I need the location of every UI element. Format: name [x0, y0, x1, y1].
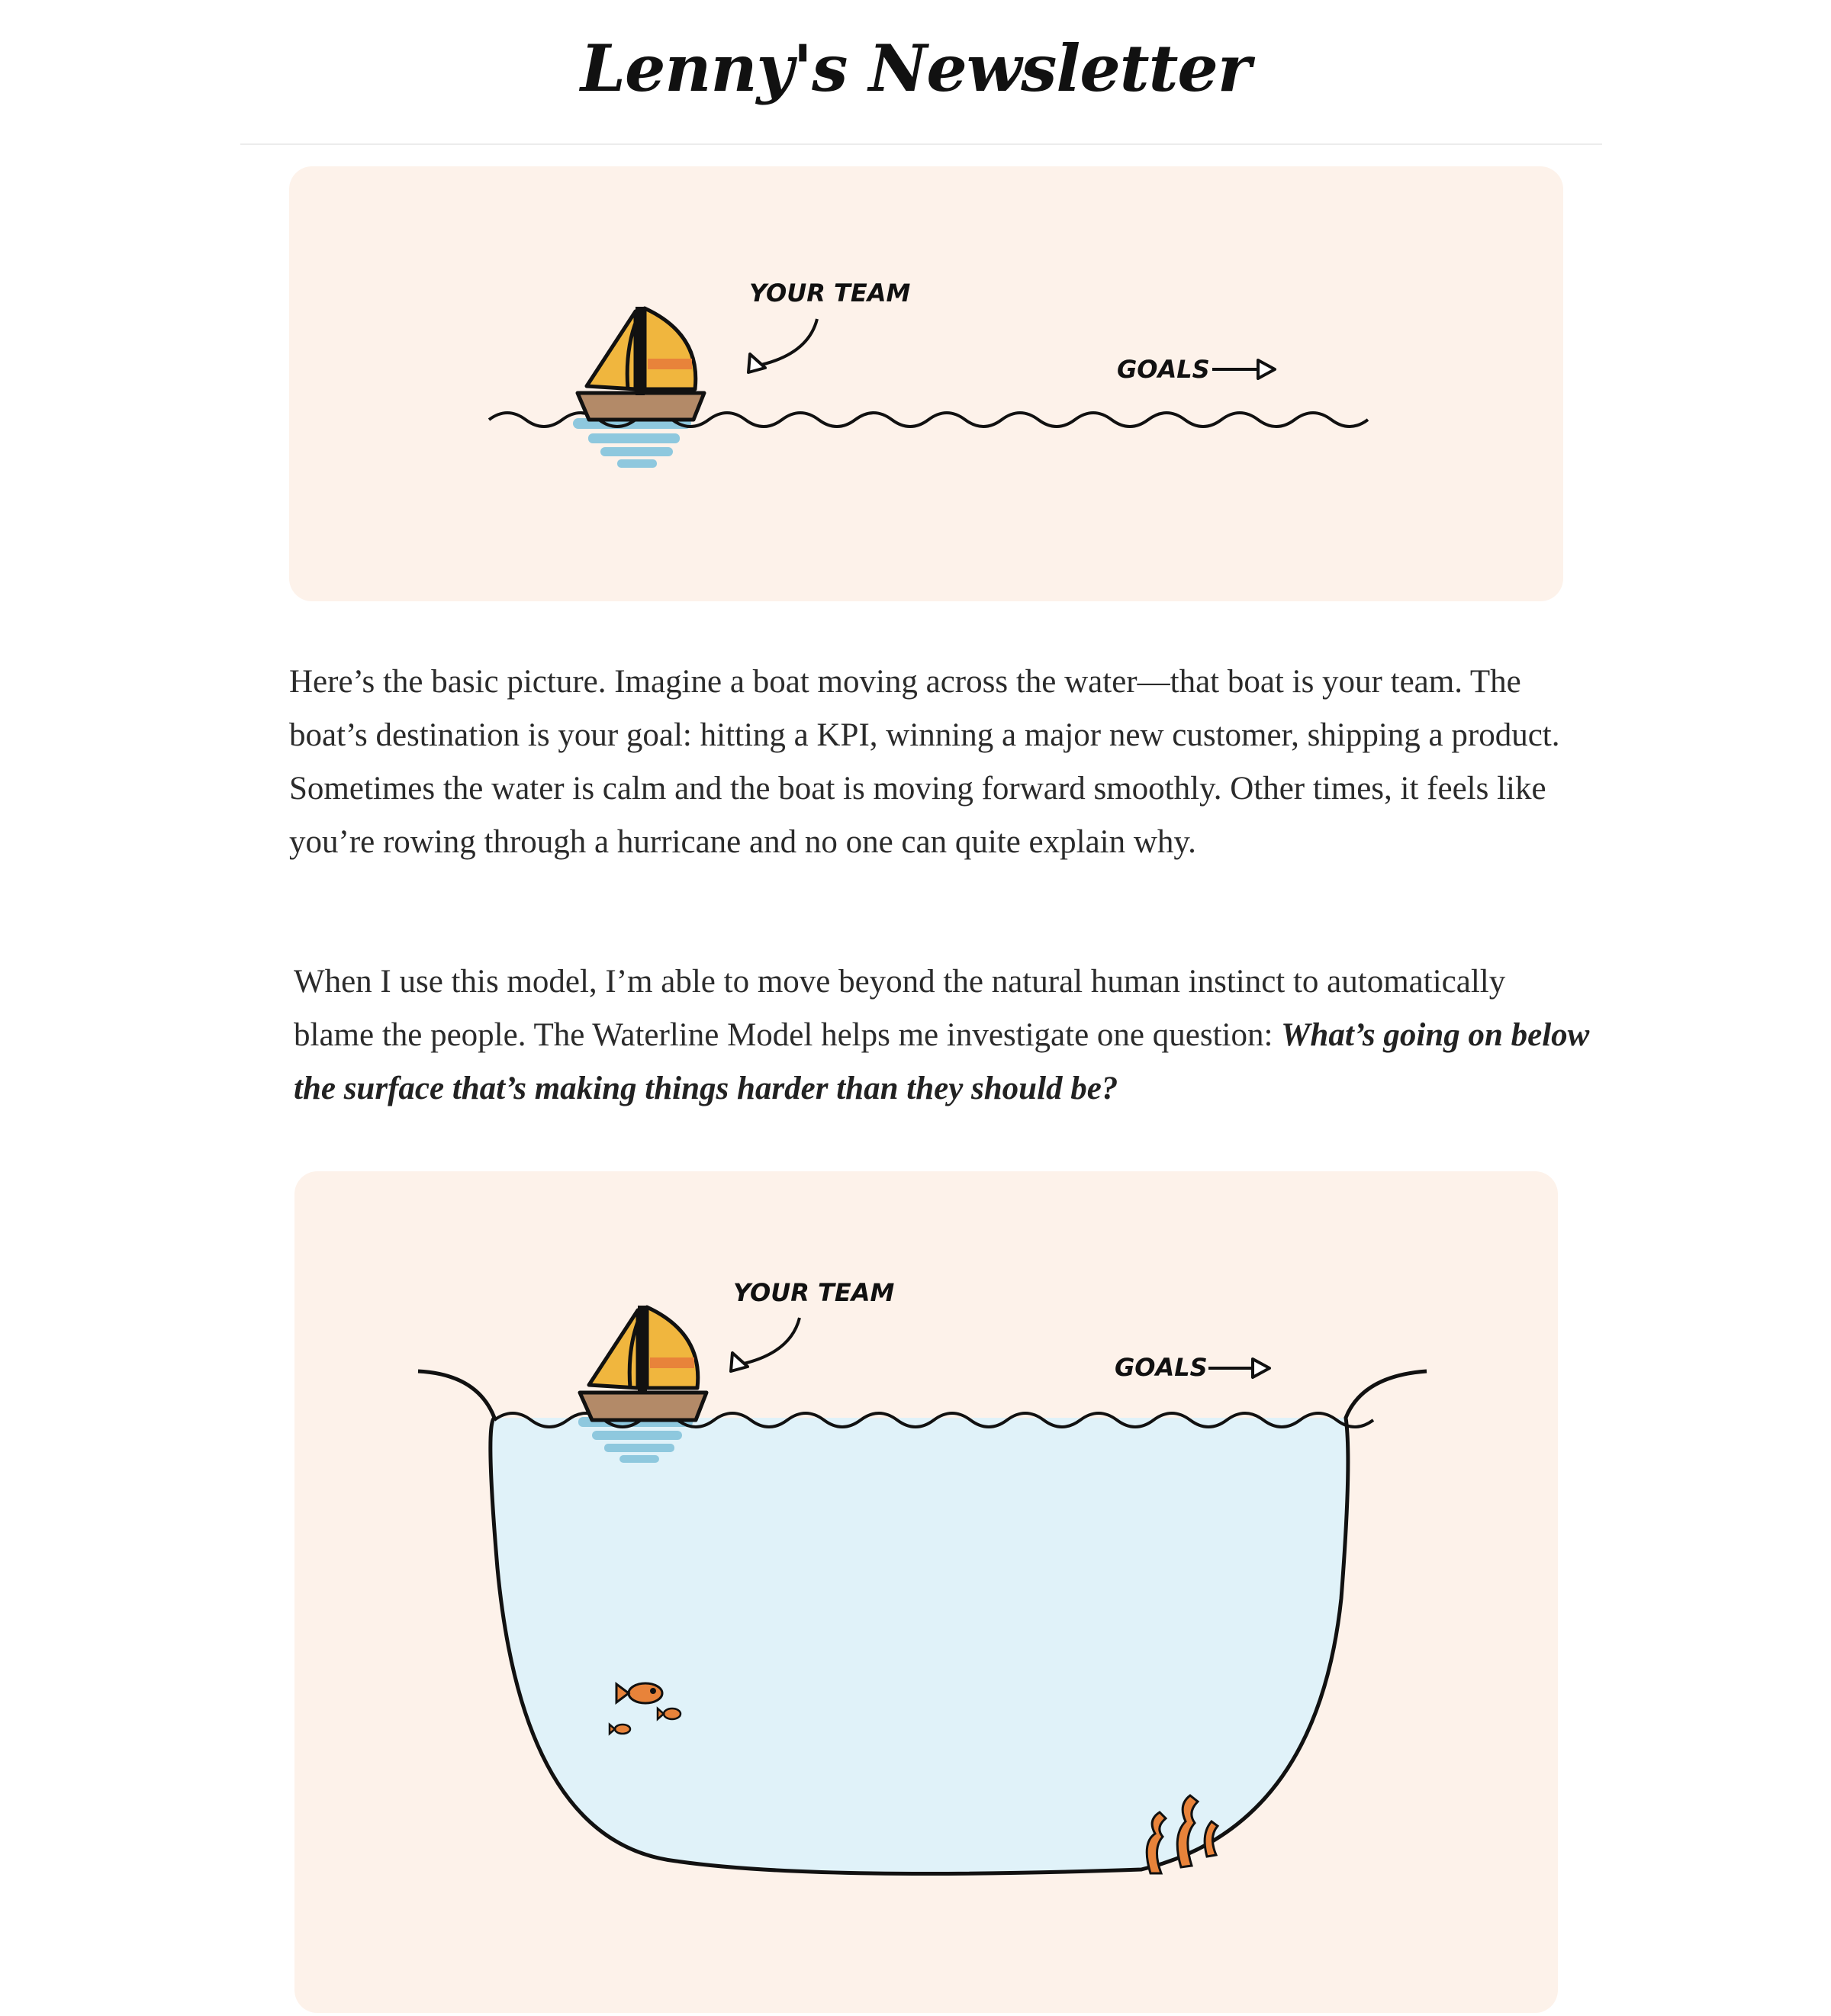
sailboat-icon — [580, 1306, 706, 1420]
boat-illustration-card — [289, 166, 1563, 601]
water-reflection-icon — [573, 418, 691, 468]
curved-arrow-icon — [755, 319, 817, 366]
underwater-area — [491, 1418, 1348, 1873]
waterline-illustration — [294, 1171, 1558, 2013]
waterline-illustration-card — [294, 1171, 1558, 2013]
body-paragraph-2 — [294, 955, 1591, 1116]
boat-illustration — [289, 166, 1563, 601]
body-paragraph-1: Here’s the basic picture. Imagine a boat moving across the water—that boat is your team. The boat’s destination is your goal: hitting a KPI, winning a major new customer, shipping a product. Sometimes the water is calm and the boat is moving forward smoothly. Other times, it feels like you’re rowing through a hurricane and no one can quite explain why. — [289, 664, 1560, 860]
header-divider — [240, 143, 1602, 145]
key-question-emphasis: What’s going on below the surface that’s making things harder than they should be? — [294, 1017, 1590, 1106]
your-team-label: YOUR TEAM — [733, 1278, 895, 1307]
goals-label: GOALS — [1117, 355, 1210, 384]
newsletter-logo[interactable]: Lenny's Newsletter — [580, 31, 1251, 106]
your-team-label: YOUR TEAM — [749, 279, 911, 308]
goals-label: GOALS — [1115, 1353, 1208, 1382]
paragraph-2-text: When I use this model, I’m able to move beyond the natural human instinct to automatically blame the people. The Waterline Model helps me investigate one question: — [294, 964, 1506, 1053]
sailboat-icon — [578, 307, 704, 420]
curved-arrow-icon — [737, 1318, 800, 1365]
masthead — [0, 0, 1831, 145]
